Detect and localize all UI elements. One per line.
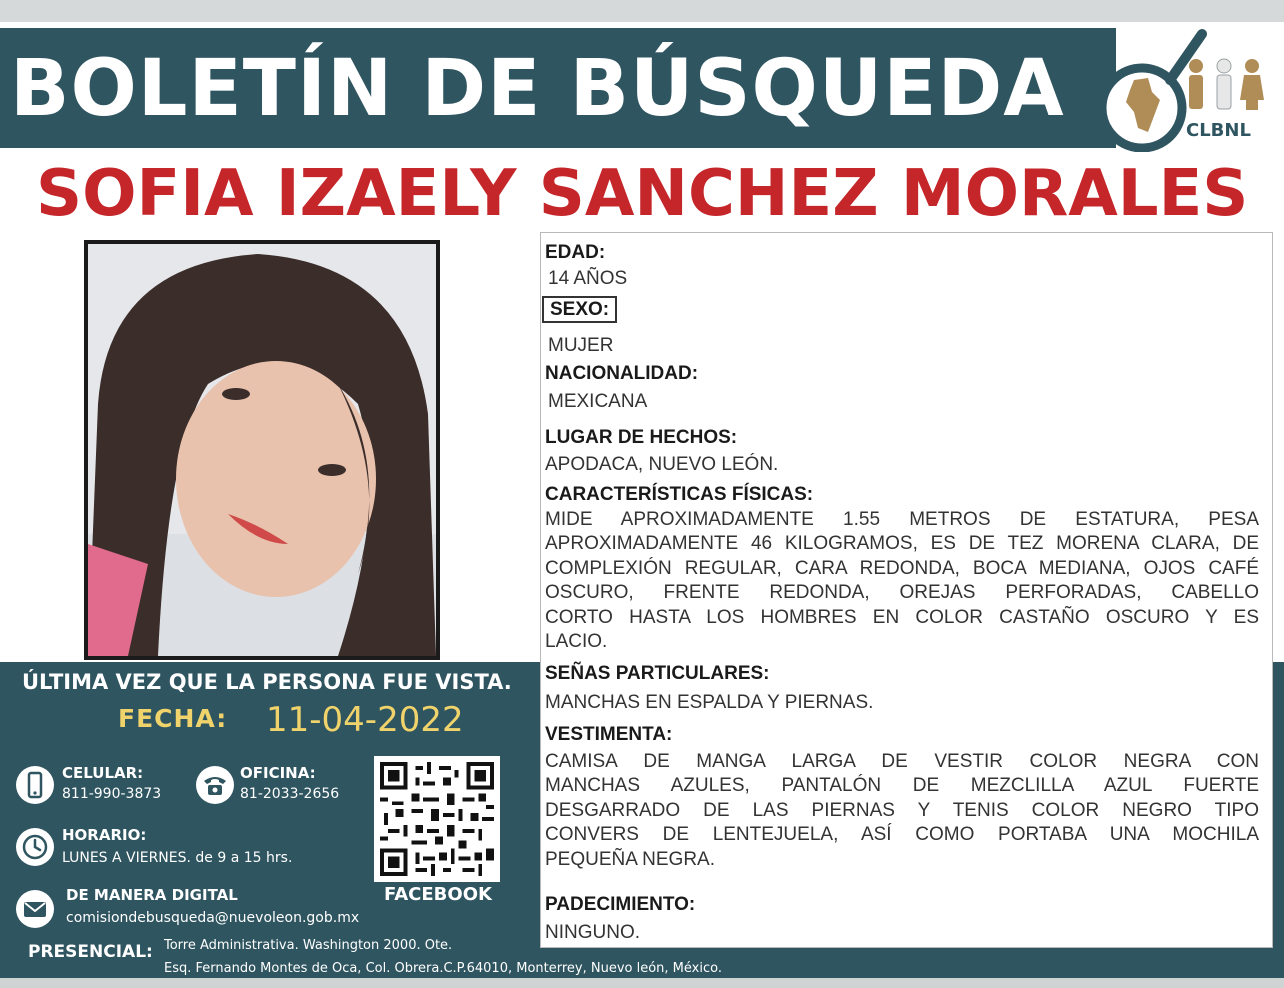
address-line-2: Esq. Fernando Montes de Oca, Col. Obrera.C.P.64010, Monterrey, Nuevo león, México. [164,961,722,976]
mobile-number[interactable]: 811-990-3873 [62,786,162,802]
facebook-qr-code[interactable] [374,756,500,882]
email-address[interactable]: comisiondebusqueda@nuevoleon.gob.mx [66,910,360,926]
bulletin-title: BOLETÍN DE BÚSQUEDA [10,44,1065,134]
sex-label: SEXO: [542,296,617,323]
mobile-label: CELULAR: [62,764,144,782]
in-person-label: PRESENCIAL: [28,942,153,962]
nationality-value: MEXICANA [548,391,648,412]
office-label: OFICINA: [240,764,316,782]
physical-label: CARACTERÍSTICAS FÍSICAS: [545,484,814,505]
physical-line: APROXIMADAMENTE 46 KILOGRAMOS, ES DE TEZ MORENA CLARA, DE [545,533,1259,555]
sex-value: MUJER [548,335,614,356]
clock-icon [16,828,54,866]
facebook-label: FACEBOOK [384,884,492,905]
place-label: LUGAR DE HECHOS: [545,427,738,448]
bottom-border [0,978,1284,988]
age-label: EDAD: [545,242,606,263]
physical-description [545,508,1259,654]
date-value: 11-04-2022 [266,700,464,740]
nationality-label: NACIONALIDAD: [545,363,699,384]
top-border [0,0,1284,22]
place-value: APODACA, NUEVO LEÓN. [545,454,779,475]
schedule-value: LUNES A VIERNES. de 9 a 15 hrs. [62,850,293,866]
digital-label: DE MANERA DIGITAL [66,886,238,904]
clothing-label: VESTIMENTA: [545,724,673,745]
date-label: FECHA: [118,704,228,733]
clothing-line: MANCHAS AZULES, PANTALÓN DE MEZCLILLA AZUL FUERTE [545,775,1259,797]
office-number[interactable]: 81-2033-2656 [240,786,340,802]
clothing-line: CAMISA DE MANGA LARGA DE VESTIR COLOR NEGRA CON [545,751,1259,772]
clothing-description [545,750,1259,872]
clothing-line: CONVERS DE LENTEJUELA, ASÍ COMO PORTABA UNA MOCHILA [545,824,1259,846]
age-value: 14 AÑOS [548,268,628,289]
physical-line: CORTO HASTA LOS HOMBRES EN COLOR CASTAÑO OSCURO Y ES [545,606,1259,628]
physical-line: MIDE APROXIMADAMENTE 1.55 METROS DE ESTATURA, PESA [545,509,1259,530]
telephone-icon [196,766,234,804]
last-seen-label: ÚLTIMA VEZ QUE LA PERSONA FUE VISTA. [22,670,512,694]
person-photo [84,240,440,660]
magnifier-state-map-family-icon [1090,28,1280,152]
mobile-phone-icon [16,766,54,804]
condition-value: NINGUNO. [545,922,640,943]
marks-value: MANCHAS EN ESPALDA Y PIERNAS. [545,692,874,713]
physical-line: OSCURO, FRENTE REDONDA, OREJAS PERFORADAS, CABELLO [545,582,1259,604]
logo-text: CLBNL [1186,120,1251,141]
condition-label: PADECIMIENTO: [545,894,696,915]
physical-line: COMPLEXIÓN REGULAR, CARA REDONDA, BOCA MEDIANA, OJOS CAFÉ [545,557,1259,579]
marks-label: SEÑAS PARTICULARES: [545,663,770,684]
address-line-1: Torre Administrativa. Washington 2000. Ote. [164,938,453,953]
missing-person-name: SOFIA IZAELY SANCHEZ MORALES [36,157,1249,231]
clothing-line: PEQUEÑA NEGRA. [545,848,715,870]
physical-line: LACIO. [545,630,608,652]
schedule-label: HORARIO: [62,826,147,844]
clothing-line: DESGARRADO DE LAS PIERNAS Y TENIS COLOR NEGRO TIPO [545,799,1259,821]
email-icon [16,890,54,928]
